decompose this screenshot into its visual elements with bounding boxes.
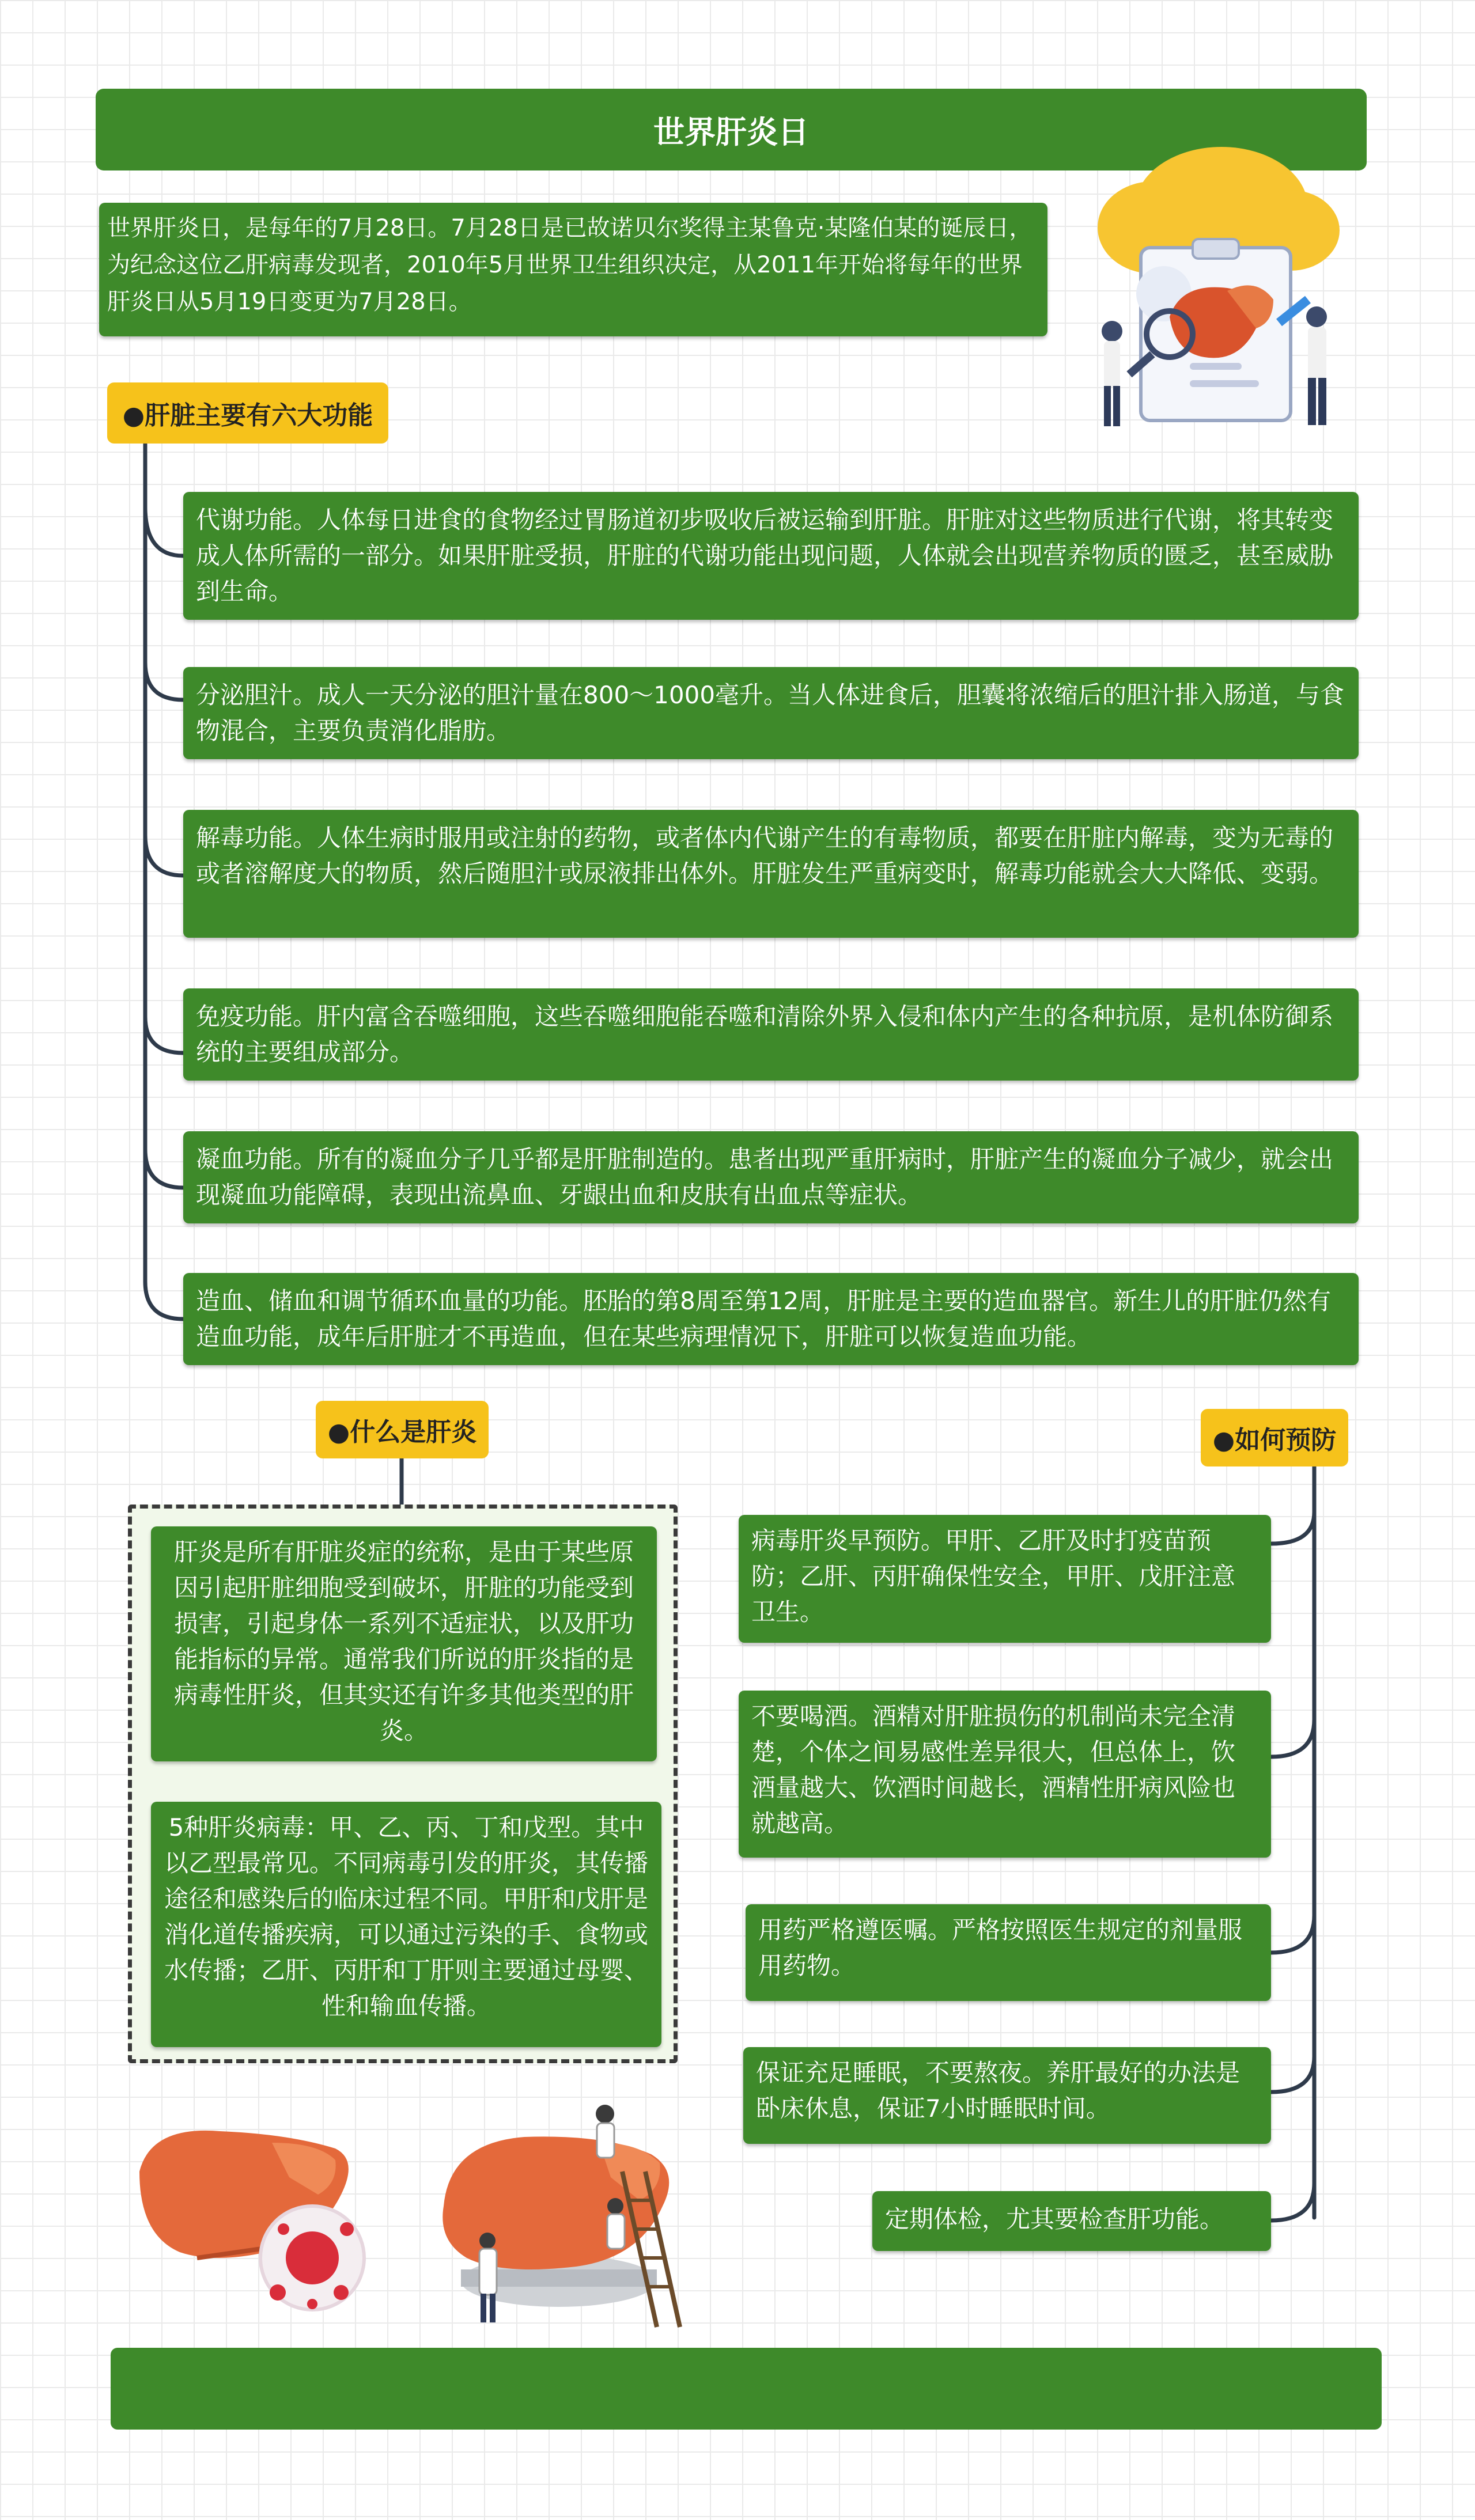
what-is-definition: 肝炎是所有肝脏炎症的统称，是由于某些原因引起肝脏细胞受到破坏，肝脏的功能受到损害，引起身体一系列不适症状，以及肝功能指标的异常。通常我们所说的肝炎指的是病毒性肝炎，但其实还有许多其他类型的肝炎。: [151, 1526, 657, 1761]
doctors-liver-illustration: [1083, 127, 1348, 438]
prevention-item-medication: 用药严格遵医嘱。严格按照医生规定的剂量服用药物。: [746, 1904, 1271, 2001]
function-item-coagulation: 凝血功能。所有的凝血分子几乎都是肝脏制造的。患者出现严重肝病时，肝脏产生的凝血分子减少，就会出现凝血功能障碍，表现出流鼻血、牙龈出血和皮肤有出血点等症状。: [183, 1131, 1359, 1223]
page-title: 世界肝炎日: [96, 89, 1367, 170]
function-item-detox: 解毒功能。人体生病时服用或注射的药物，或者体内代谢产生的有毒物质，都要在肝脏内解毒，变为无毒的或者溶解度大的物质，然后随胆汁或尿液排出体外。肝脏发生严重病变时，解毒功能就会大大降低、变弱。: [183, 810, 1359, 938]
what-is-virus-types: 5种肝炎病毒：甲、乙、丙、丁和戊型。其中以乙型最常见。不同病毒引发的肝炎，其传播途径和感染后的临床过程不同。甲肝和戊肝是消化道传播疾病，可以通过污染的手、食物或水传播；乙肝、丙肝和丁肝则主要通过母婴、性和输血传播。: [151, 1802, 661, 2047]
function-item-bile: 分泌胆汁。成人一天分泌的胆汁量在800～1000毫升。当人体进食后，胆囊将浓缩后的胆汁排入肠道，与食物混合，主要负责消化脂肪。: [183, 667, 1359, 759]
prevention-tag[interactable]: ●如何预防: [1201, 1409, 1348, 1466]
intro-text: 世界肝炎日，是每年的7月28日。7月28日是已故诺贝尔奖得主某鲁克·某隆伯某的诞辰日，为纪念这位乙肝病毒发现者，2010年5月世界卫生组织决定，从2011年开始将每年的世界肝炎日从5月19日变更为7月28日。: [99, 203, 1047, 336]
functions-tag[interactable]: ●肝脏主要有六大功能: [107, 382, 388, 444]
doctors-examining-liver-illustration: [432, 2102, 697, 2333]
footer-bar: [111, 2348, 1382, 2430]
prevention-item-sleep: 保证充足睡眠，不要熬夜。养肝最好的办法是卧床休息，保证7小时睡眠时间。: [743, 2047, 1271, 2144]
what-is-tag[interactable]: ●什么是肝炎: [316, 1401, 489, 1458]
function-item-hematopoiesis: 造血、储血和调节循环血量的功能。胚胎的第8周至第12周，肝脏是主要的造血器官。新生儿的肝脏仍然有造血功能，成年后肝脏才不再造血，但在某些病理情况下，肝脏可以恢复造血功能。: [183, 1273, 1359, 1365]
function-item-metabolism: 代谢功能。人体每日进食的食物经过胃肠道初步吸收后被运输到肝脏。肝脏对这些物质进行代谢，将其转变成人体所需的一部分。如果肝脏受损，肝脏的代谢功能出现问题，人体就会出现营养物质的匮乏，甚至威胁到生命。: [183, 492, 1359, 620]
function-item-immune: 免疫功能。肝内富含吞噬细胞，这些吞噬细胞能吞噬和清除外界入侵和体内产生的各种抗原，是机体防御系统的主要组成部分。: [183, 988, 1359, 1081]
liver-virus-illustration: [128, 2108, 381, 2327]
prevention-item-checkup: 定期体检，尤其要检查肝功能。: [872, 2191, 1271, 2251]
prevention-item-vaccine: 病毒肝炎早预防。甲肝、乙肝及时打疫苗预防；乙肝、丙肝确保性安全，甲肝、戊肝注意卫生。: [739, 1515, 1271, 1643]
prevention-item-alcohol: 不要喝酒。酒精对肝脏损伤的机制尚未完全清楚，个体之间易感性差异很大，但总体上，饮酒量越大、饮酒时间越长，酒精性肝病风险也就越高。: [739, 1691, 1271, 1858]
